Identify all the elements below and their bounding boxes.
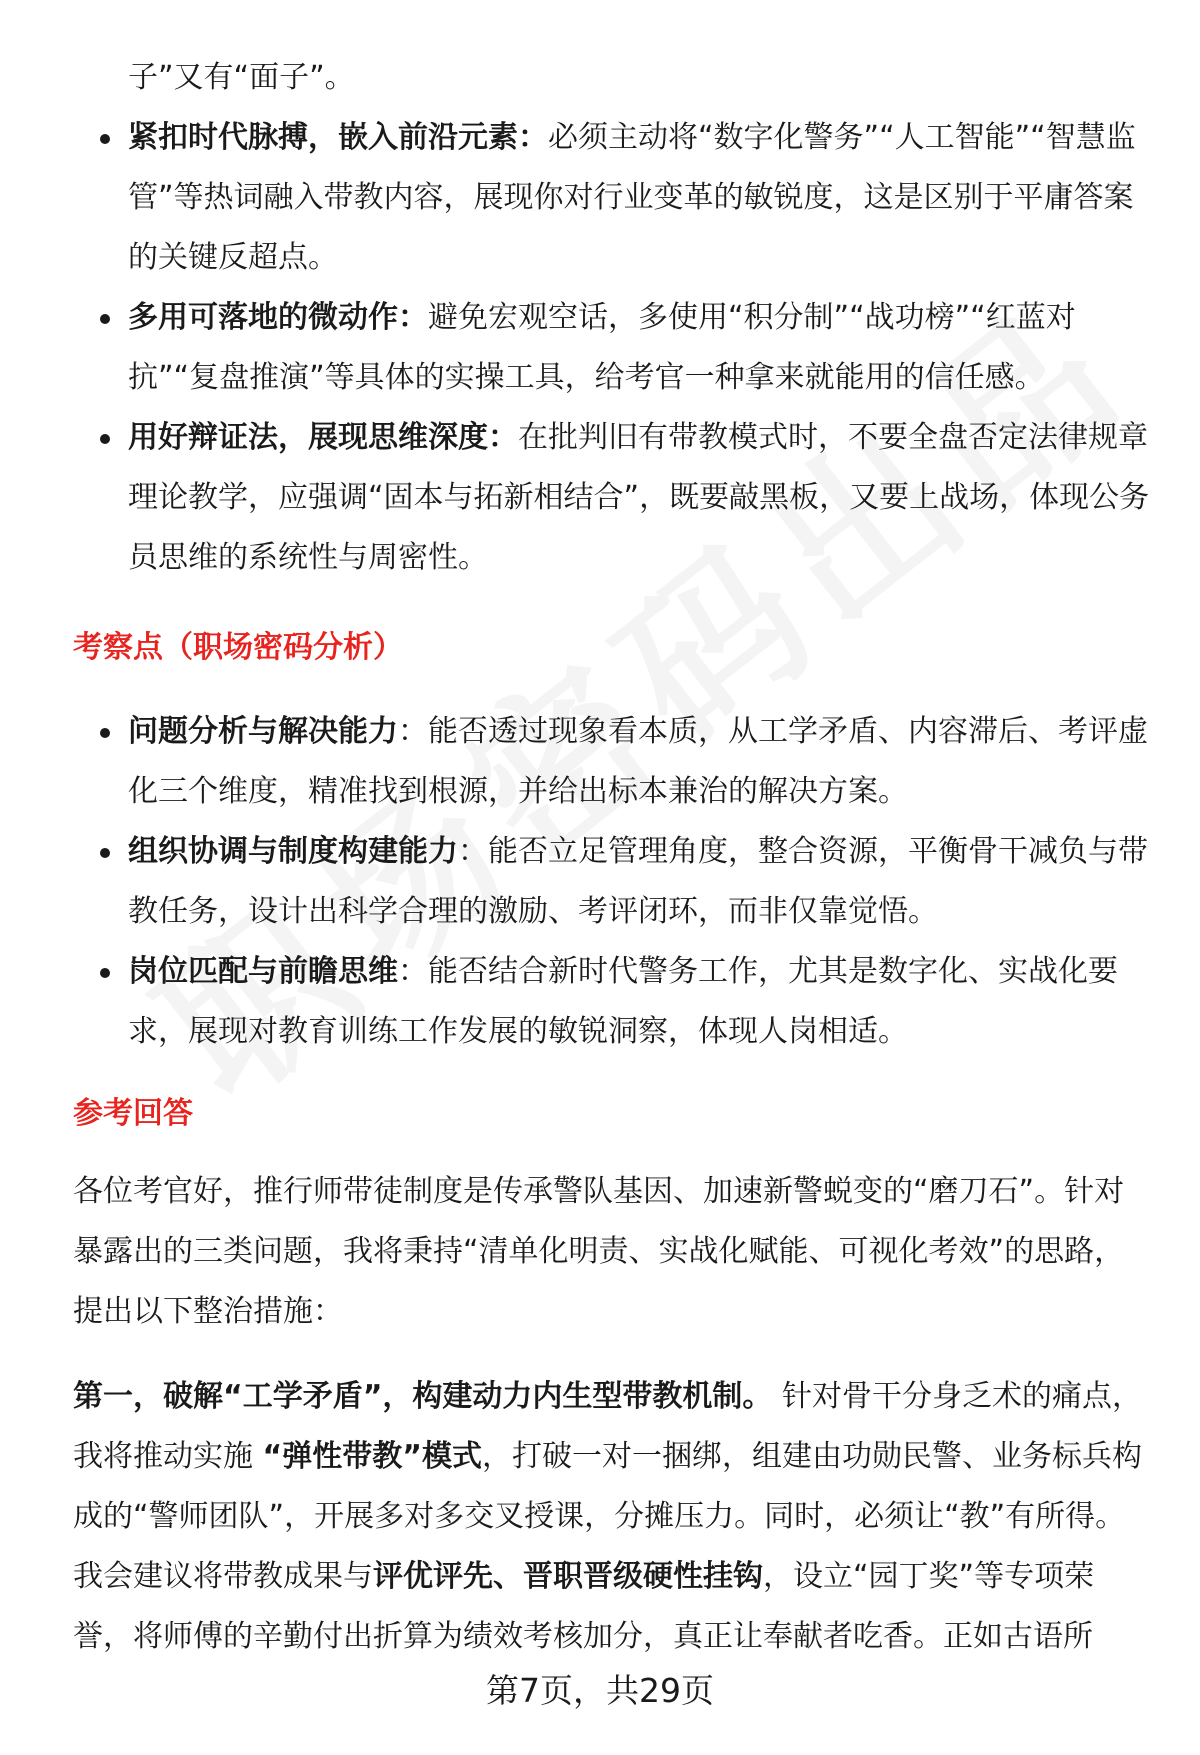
page-footer: 第7页，共29页 <box>486 1671 714 1710</box>
document-page <box>73 48 1153 1667</box>
continuation-text: 子”又有“面子”。 <box>128 60 355 95</box>
tips-list <box>73 108 1153 588</box>
tip-item: 多用可落地的微动作：避免宏观空话，多使用“积分制”“战功榜”“红蓝对抗”“复盘推演”等具体的实操工具，给考官一种拿来就能用的信任感。 <box>73 288 1153 408</box>
tip-item: 用好辩证法，展现思维深度：在批判旧有带教模式时，不要全盘否定法律规章理论教学，应强调“固本与拓新相结合”，既要敲黑板，又要上战场，体现公务员思维的系统性与周密性。 <box>73 408 1153 588</box>
section-heading-exam: 考察点（职场密码分析） <box>73 630 403 665</box>
exam-point-item: 岗位匹配与前瞻思维：能否结合新时代警务工作，尤其是数字化、实战化要求，展现对教育训练工作发展的敏锐洞察，体现人岗相适。 <box>73 942 1153 1062</box>
exam-points-list <box>73 702 1153 1062</box>
answer-paragraph-1: 第一，破解“工学矛盾”，构建动力内生型带教机制。 针对骨干分身乏术的痛点，我将推动实施 “弹性带教”模式，打破一对一捆绑，组建由功勋民警、业务标兵构成的“警师团队”，开展多对多交叉授课，分摊压力。同时，必须让“教”有所得。我会建议将带教成果与评优评先、晋职晋级硬性挂钩，设立“园丁奖”等专项荣誉，将师傅的辛勤付出折算为绩效考核加分，真正让奉献者吃香。正如古语所 <box>73 1379 1142 1654</box>
answer-intro: 各位考官好，推行师带徒制度是传承警队基因、加速新警蜕变的“磨刀石”。针对暴露出的三类问题，我将秉持“清单化明责、实战化赋能、可视化考效”的思路，提出以下整治措施： <box>73 1174 1125 1329</box>
exam-point-item: 组织协调与制度构建能力：能否立足管理角度，整合资源，平衡骨干减负与带教任务，设计出科学合理的激励、考评闭环，而非仅靠觉悟。 <box>73 822 1153 942</box>
section-heading-answer: 参考回答 <box>73 1096 193 1131</box>
tip-item: 紧扣时代脉搏，嵌入前沿元素：必须主动将“数字化警务”“人工智能”“智慧监管”等热词融入带教内容，展现你对行业变革的敏锐度，这是区别于平庸答案的关键反超点。 <box>73 108 1153 288</box>
exam-point-item: 问题分析与解决能力：能否透过现象看本质，从工学矛盾、内容滞后、考评虚化三个维度，精准找到根源，并给出标本兼治的解决方案。 <box>73 702 1153 822</box>
